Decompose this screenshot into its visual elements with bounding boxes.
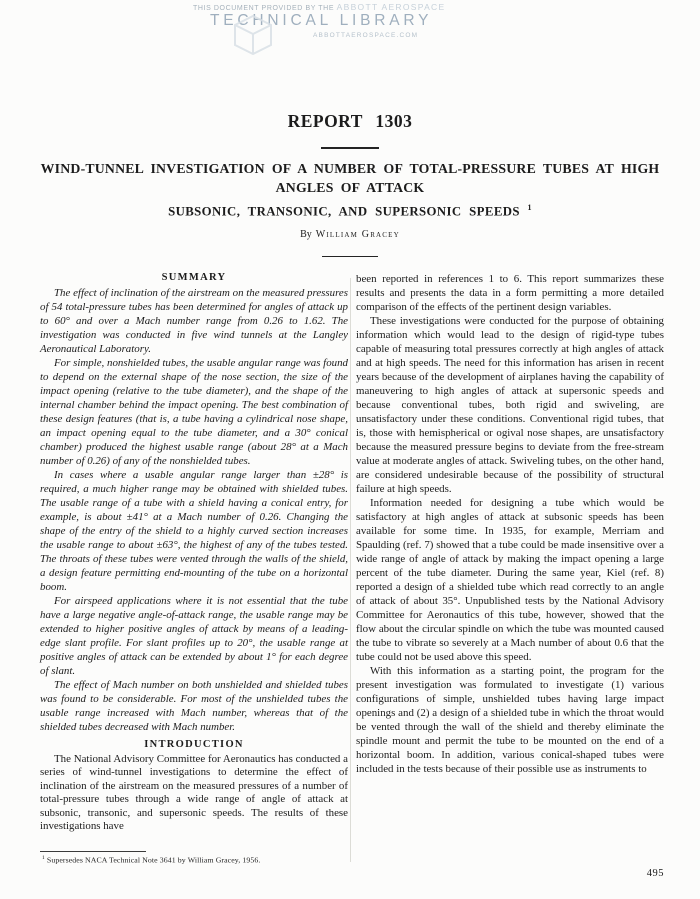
byline bbox=[0, 229, 700, 240]
provided-by-line bbox=[193, 2, 463, 12]
subtitle-footnote-mark: 1 bbox=[527, 203, 532, 212]
footnote-rule bbox=[40, 851, 146, 852]
summary-paragraph: For airspeed applications where it is not essential that the tube have a large negative angle-of-attack range, the usable range may be extended to higher positive angles of attack by means of a leading-edge slant profile. For slant profiles up to 20°, the usable range at positive angles of attack can be extended by about 1° for each degree of slant. bbox=[40, 595, 348, 677]
main-title-line2: ANGLES OF ATTACK bbox=[275, 179, 425, 195]
title-divider-rule bbox=[321, 147, 379, 149]
body-paragraph: With this information as a starting point, the program for the present investigation was formulated to investigate (1) various configurations of simple, unshielded tubes having large impact openings and (2) a design of a shielded tube in which the throat would be vented through the wall of the shield and thereby eliminate the spindle mount and permit the tube to be mounted on the end of a horizontal boom. In addition, various conical-shaped tubes were included in the tests because of their possible use as instruments to bbox=[356, 665, 664, 775]
left-column bbox=[40, 272, 348, 833]
body-paragraph: been reported in references 1 to 6. This report summarizes these results and presents the data in a form permitting a more detailed comparison of the effects of the pertinent design variables. bbox=[356, 273, 664, 313]
abbott-aerospace-cube-logo-icon bbox=[231, 13, 275, 63]
provided-by-text: THIS DOCUMENT PROVIDED BY THE bbox=[193, 5, 335, 12]
summary-paragraph: The effect of Mach number on both unshielded and shielded tubes was found to be considerable. For most of the unshielded tubes the usable range increased with Mach number, whereas that of the shielded tubes decreased with Mach number. bbox=[40, 679, 348, 733]
author-name: William Gracey bbox=[315, 229, 400, 240]
subtitle bbox=[0, 203, 700, 219]
footnote-text: Supersedes NACA Technical Note 3641 by William Gracey, 1956. bbox=[46, 855, 261, 865]
body-paragraph: These investigations were conducted for the purpose of obtaining information which would lead to the design of rigid-type tubes capable of measuring total pressures correctly at high angles of attack and at high speeds. The need for this information has arisen in recent years because of the development of airplanes having the capability of maneuvering to high angles of attack at supersonic speeds and because conventional tubes, both rigid and swiveling, are unsatisfactory under these conditions. Conventional rigid tubes, that is, those with hemispherical or ogival nose shapes, are unsatisfactory because the measured pressure begins to deviate from the free-stream value at moderate angles of attack. Swiveling tubes, on the other hand, are considered undesirable because of the possibility of structural failure at high speeds. bbox=[356, 315, 664, 495]
summary-paragraph: For simple, nonshielded tubes, the usable angular range was found to depend on the external shape of the nose section, the size of the impact opening (relative to the tube diameter), and the shape of the internal chamber behind the impact opening. The best combination of these design features (that is, a tube having a cylindrical nose shape, an impact opening equal to the tube diameter, and a 30° conical chamber) produced the highest usable range (about 28° at a Mach number of 0.26) of any of the nonshielded tubes. bbox=[40, 357, 348, 467]
summary-paragraph: In cases where a usable angular range larger than ±28° is required, a much higher range may be obtained with shielded tubes. The usable range of a tube with a shield having a conical entry, for example, is about ±41° at a Mach number of 0.26. Changing the shape of the entry of the shield to a highly curved section increases the usable range to about ±63°, the highest of any of the tubes tested. The throats of these tubes were vented through the walls of the shield, a design feature permitting end-mounting of the tube on a horizontal boom. bbox=[40, 469, 348, 593]
main-title bbox=[30, 160, 670, 197]
report-number: REPORT 1303 bbox=[287, 111, 413, 131]
technical-library-title: TECHNICAL LIBRARY bbox=[210, 12, 433, 29]
introduction-heading: INTRODUCTION bbox=[144, 739, 244, 750]
summary-paragraph: The effect of inclination of the airstream on the measured pressures of 54 total-pressure tubes has been determined for angles of attack up to 60° and over a Mach number range from 0.26 to 1.62. The investigation was conducted in five wind tunnels at the Langley Aeronautical Laboratory. bbox=[40, 287, 348, 355]
scan-watermark-header bbox=[193, 2, 463, 39]
column-divider bbox=[350, 278, 351, 862]
subtitle-text: SUBSONIC, TRANSONIC, AND SUPERSONIC SPEEDS bbox=[168, 204, 520, 219]
summary-section bbox=[40, 286, 348, 734]
introduction-section bbox=[40, 753, 348, 833]
site-url: ABBOTTAEROSPACE.COM bbox=[313, 32, 419, 39]
page-number: 495 bbox=[646, 868, 664, 879]
footnote bbox=[42, 855, 352, 865]
body-paragraph: Information needed for designing a tube which would be satisfactory at high angles of attack at subsonic speeds has been available for some time. In 1935, for example, Merriam and Spaulding (ref. 7) showed that a tube could be made insensitive over a wide range of angle of attack by making the impact opening a large percent of the tube diameter. During the same year, Kiel (ref. 8) reported a design of a shielded tube which read correctly to an angle of attack of about 35°. Unpublished tests by the National Advisory Committee for Aeronautics of this tube, however, showed that the flow about the circular spindle on which the tube was mounted caused the tube to vibrate so severely at a Mach number of about 0.6 that the tube could not be used above this speed. bbox=[356, 497, 664, 663]
summary-heading: SUMMARY bbox=[161, 272, 227, 283]
footnote-mark: 1 bbox=[42, 855, 45, 861]
byline-divider-rule bbox=[322, 256, 378, 257]
main-title-line1: WIND-TUNNEL INVESTIGATION OF A NUMBER OF TOTAL-PRESSURE TUBES AT HIGH bbox=[40, 161, 660, 176]
byline-prefix: By bbox=[300, 229, 312, 240]
right-column bbox=[356, 272, 664, 776]
introduction-paragraph: The National Advisory Committee for Aeronautics has conducted a series of wind-tunnel investigations to determine the effect of inclination of the airstream on the measured pressures of a number of total-pressure tubes through a wide range of angle of attack at subsonic, transonic, and supersonic speeds. The results of these investigations have bbox=[40, 753, 348, 833]
brand-text: ABBOTT AEROSPACE bbox=[336, 2, 446, 12]
